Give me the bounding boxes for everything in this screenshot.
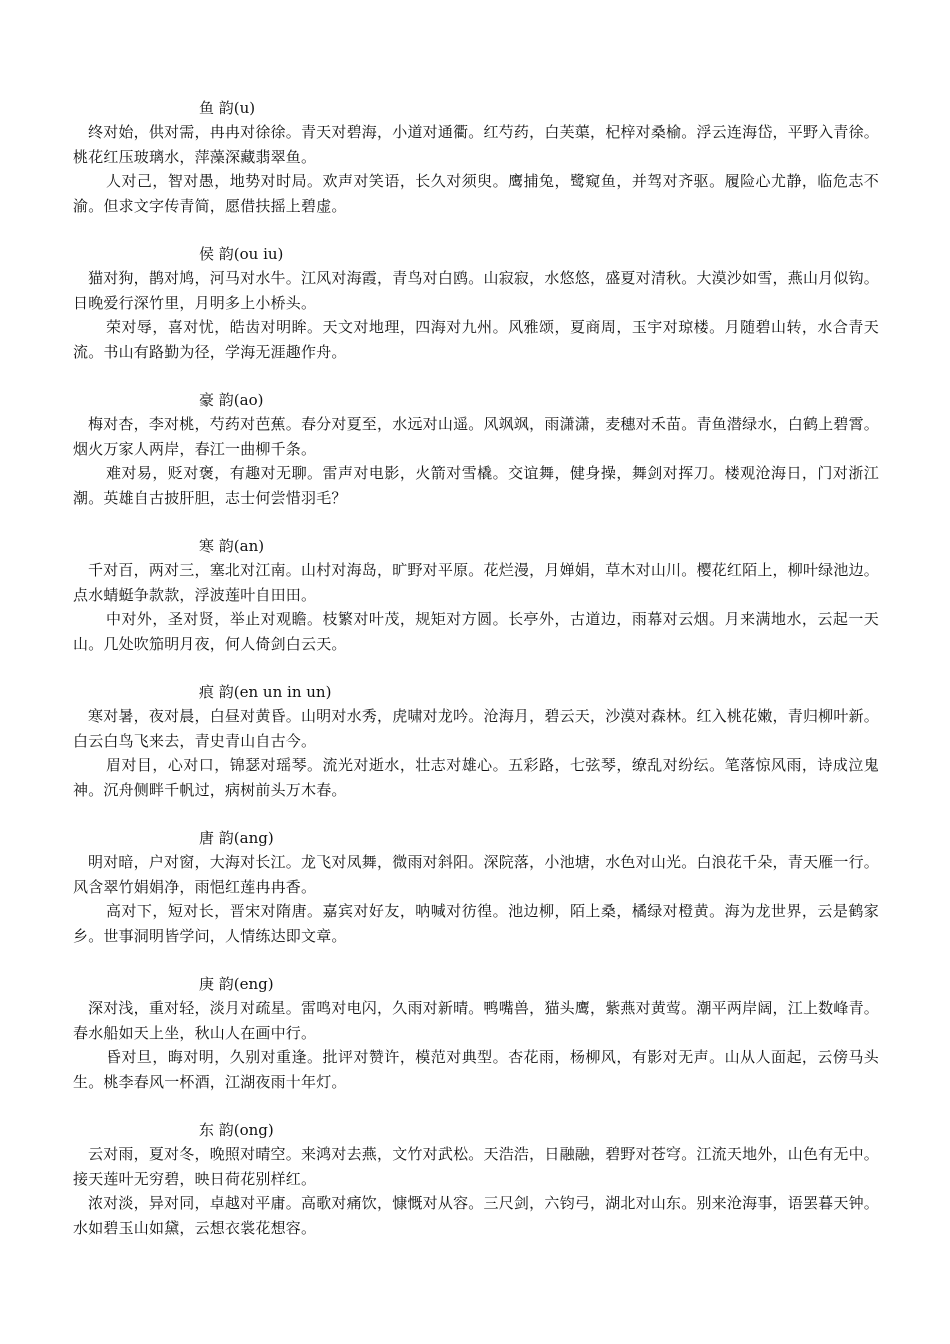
couplet-paragraph: 高对下，短对长，晋宋对隋唐。嘉宾对好友，呐喊对彷徨。池边柳，陌上桑，橘绿对橙黄。海为龙世界，云是鹤家乡。世事洞明皆学问，人情练达即文章。: [73, 902, 879, 945]
section-heading: 唐 韵(ang): [199, 829, 274, 847]
couplet-paragraph: 猫对狗，鹊对鸠，河马对水牛。江风对海霞，青鸟对白鸥。山寂寂，水悠悠，盛夏对清秋。大漠沙如雪，燕山月似钩。日晚爱行深竹里，月明多上小桥头。: [73, 269, 879, 312]
section-heading: 侯 韵(ou iu): [199, 245, 284, 263]
section-heading: 东 韵(ong): [199, 1121, 274, 1139]
rhyme-section-yu: [73, 96, 879, 218]
couplet-paragraph: 眉对目，心对口，锦瑟对瑶琴。流光对逝水，壮志对雄心。五彩路，七弦琴，缭乱对纷纭。笔落惊风雨，诗成泣鬼神。沉舟侧畔千帆过，病树前头万木春。: [73, 756, 879, 799]
rhyme-section-tang: [73, 826, 879, 948]
rhyme-section-dong: [73, 1118, 879, 1240]
rhyme-section-hao: [73, 388, 879, 510]
document-page: [73, 96, 879, 1264]
couplet-paragraph: 终对始，供对需，冉冉对徐徐。青天对碧海，小道对通衢。红芍药，白芙蕖，杞梓对桑榆。浮云连海岱，平野入青徐。桃花红压玻璃水，萍藻深藏翡翠鱼。: [73, 123, 879, 166]
section-heading: 豪 韵(ao): [199, 391, 264, 409]
couplet-paragraph: 难对易，贬对褒，有趣对无聊。雷声对电影，火箭对雪橇。交谊舞，健身操，舞剑对挥刀。楼观沧海日，门对浙江潮。英雄自古披肝胆，志士何尝惜羽毛？: [73, 464, 879, 507]
couplet-paragraph: 千对百，两对三，塞北对江南。山村对海岛，旷野对平原。花烂漫，月婵娟，草木对山川。樱花红陌上，柳叶绿池边。点水蜻蜓争款款，浮波莲叶自田田。: [73, 561, 879, 604]
couplet-paragraph: 寒对暑，夜对晨，白昼对黄昏。山明对水秀，虎啸对龙吟。沧海月，碧云天，沙漠对森林。红入桃花嫩，青归柳叶新。白云白鸟飞来去，青史青山自古今。: [73, 707, 879, 750]
rhyme-section-han: [73, 534, 879, 656]
couplet-paragraph: 云对雨，夏对冬，晚照对晴空。来鸿对去燕，文竹对武松。天浩浩，日融融，碧野对苍穹。江流天地外，山色有无中。接天莲叶无穷碧，映日荷花别样红。: [73, 1145, 879, 1188]
couplet-paragraph: 梅对杏，李对桃，芍药对芭蕉。春分对夏至，水远对山遥。风飒飒，雨潇潇，麦穗对禾苗。青鱼潜绿水，白鹤上碧霄。烟火万家人两岸，春江一曲柳千条。: [73, 415, 879, 458]
couplet-paragraph: 中对外，圣对贤，举止对观瞻。枝繁对叶茂，规矩对方圆。长亭外，古道边，雨幕对云烟。月来满地水，云起一天山。几处吹笳明月夜，何人倚剑白云天。: [73, 610, 879, 653]
couplet-paragraph: 荣对辱，喜对忧，皓齿对明眸。天文对地理，四海对九州。风雅颂，夏商周，玉宇对琼楼。月随碧山转，水合青天流。书山有路勤为径，学海无涯趣作舟。: [73, 318, 879, 361]
couplet-paragraph: 人对己，智对愚，地势对时局。欢声对笑语，长久对须臾。鹰捕兔，鹭窥鱼，并驾对齐驱。履险心尤静，临危志不渝。但求文字传青简，愿借扶摇上碧虚。: [73, 172, 879, 215]
section-heading: 庚 韵(eng): [199, 975, 274, 993]
couplet-paragraph: 浓对淡，异对同，卓越对平庸。高歌对痛饮，慷慨对从容。三尺剑，六钧弓，湖北对山东。别来沧海事，语罢暮天钟。水如碧玉山如黛，云想衣裳花想容。: [73, 1194, 879, 1237]
section-heading: 鱼 韵(u): [199, 99, 256, 117]
couplet-paragraph: 明对暗，户对窗，大海对长江。龙飞对凤舞，微雨对斜阳。深院落，小池塘，水色对山光。白浪花千朵，青天雁一行。风含翠竹娟娟净，雨悒红莲冉冉香。: [73, 853, 879, 896]
rhyme-section-geng: [73, 972, 879, 1094]
couplet-paragraph: 深对浅，重对轻，淡月对疏星。雷鸣对电闪，久雨对新晴。鸭嘴兽，猫头鹰，紫燕对黄莺。潮平两岸阔，江上数峰青。春水船如天上坐，秋山人在画中行。: [73, 999, 879, 1042]
couplet-paragraph: 昏对旦，晦对明，久别对重逢。批评对赞许，模范对典型。杏花雨，杨柳风，有影对无声。山从人面起，云傍马头生。桃李春风一杯酒，江湖夜雨十年灯。: [73, 1048, 879, 1091]
section-heading: 痕 韵(en un in un): [199, 683, 332, 701]
rhyme-section-hou: [73, 242, 879, 364]
rhyme-section-hen: [73, 680, 879, 802]
section-heading: 寒 韵(an): [199, 537, 265, 555]
